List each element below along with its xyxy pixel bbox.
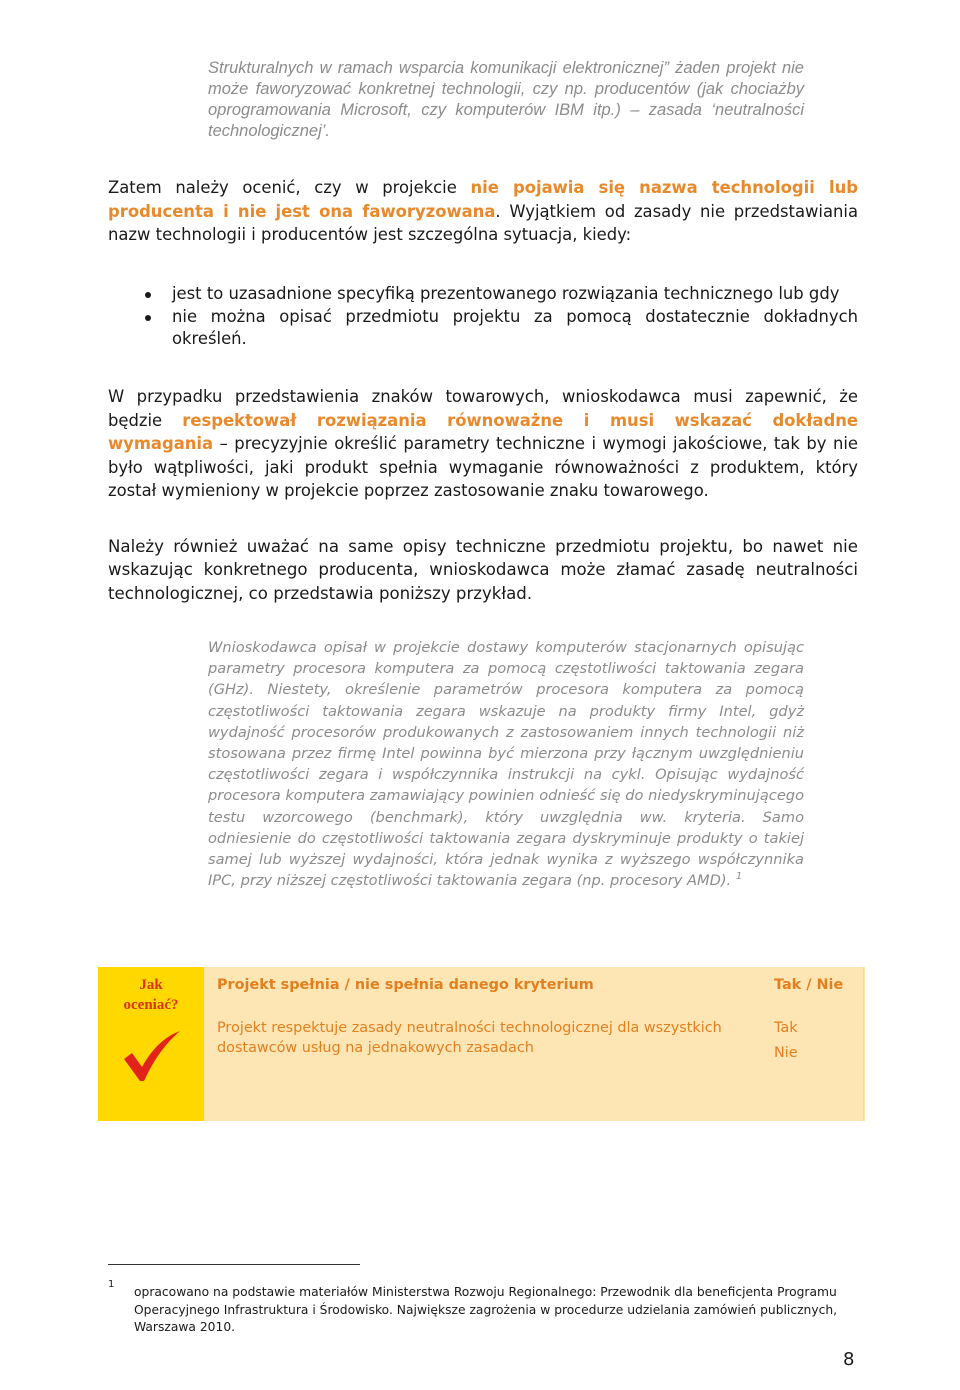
list-item: nie można opisać przedmiotu projektu za pomocą dostatecznie dokładnych określeń. xyxy=(108,306,858,351)
exception-list xyxy=(108,283,858,351)
answer-yes: Tak xyxy=(774,1020,798,1036)
how-to-assess-label xyxy=(98,975,204,1015)
example-quote xyxy=(208,637,804,891)
page-number: 8 xyxy=(843,1349,855,1370)
footnote-text: opracowano na podstawie materiałów Ministerstwa Rozwoju Regionalnego: Przewodnik dla beneficjenta Programu Operacyjnego Infrastruktura i Środowisko. Największe zagrożenia w procedurze udzielania zamówień publicznych, Warszawa 2010. xyxy=(134,1285,838,1334)
paragraph-trademarks xyxy=(108,385,858,503)
column-divider xyxy=(863,967,864,1121)
highlight-text: respektował rozwiązania równoważne i musi wskazać dokładne wymagania xyxy=(108,410,858,453)
quote-neutrality: Strukturalnych w ramach wsparcia komunikacji elektronicznej” żaden projekt nie może faworyzować konkretnej technologii, czy np. producentów (jak chociażby oprogramowania Microsoft, czy komputerów IBM itp.) – zasada ‘neutralności technologicznej’. xyxy=(208,59,804,140)
list-item: jest to uzasadnione specyfiką prezentowanego rozwiązania technicznego lub gdy xyxy=(108,283,858,306)
highlight-text: nie pojawia się nazwa technologii lub producenta i nie jest ona faworyzowana xyxy=(108,178,858,221)
assessment-box xyxy=(98,967,865,1121)
paragraph-text: – precyzyjnie określić parametry techniczne i wymogi jakościowe, tak by nie było wątpliwości, jaki produkt spełnia wymaganie równoważności z produktem, który został wymieniony w projekcie poprzez zastosowanie znaku towarowego. xyxy=(108,434,858,500)
paragraph-text: Zatem należy ocenić, czy w projekcie xyxy=(108,178,471,197)
checkmark-icon xyxy=(120,1029,182,1083)
footnote-separator xyxy=(108,1264,360,1265)
criterion-header: Projekt spełnia / nie spełnia danego kryterium xyxy=(217,977,594,993)
answer-header: Tak / Nie xyxy=(774,977,844,993)
how-label-line: Jak xyxy=(139,977,163,993)
criterion-description: Projekt respektuje zasady neutralności technologicznej dla wszystkich dostawców usług na jednakowych zasadach xyxy=(217,1020,722,1056)
footnote-reference[interactable]: 1 xyxy=(735,871,743,883)
how-label-line: oceniać? xyxy=(123,997,179,1013)
example-text: Wnioskodawca opisał w projekcie dostawy komputerów stacjonarnych opisując parametry procesora komputera za pomocą częstotliwości taktowania zegara (GHz). Niestety, określenie parametrów procesora komputera za pomocą częstotliwości taktowania zegara wskazuje na produkty firmy Intel, gdyż wydajność procesorów produkowanych z zastosowaniem innych technologii niż stosowana przez firmę Intel powinna być mierzona przy łącznym uwzględnieniu częstotliwości zegara i współczynnika instrukcji na cykl. Opisując wydajność procesora komputera zamawiający powinien odnieść się do niedyskryminującego testu wzorcowego (benchmark), który uwzględnia ww. kryteria. Samo odniesienie do częstotliwości taktowania zegara dyskryminuje produkty o takiej samej lub wyższej wydajności, która jednak wynika z wyższego współczynnika IPC, przy niższej częstotliwości taktowania zegara (np. procesory AMD). xyxy=(208,639,804,890)
paragraph-text: . Wyjątkiem od zasady nie przedstawiania nazw technologii i producentów jest szczególna sytuacja, kiedy: xyxy=(108,201,858,244)
paragraph-technical-descriptions: Należy również uważać na same opisy techniczne przedmiotu projektu, bo nawet nie wskazując konkretnego producenta, wnioskodawca może złamać zasadę neutralności technologicznej, co przedstawia poniższy przykład. xyxy=(108,537,858,603)
paragraph-text: W przypadku przedstawienia znaków towarowych, wnioskodawca musi zapewnić, że będzie xyxy=(108,387,858,430)
footnote-number: 1 xyxy=(108,1279,115,1290)
answer-no: Nie xyxy=(774,1045,798,1061)
paragraph-assessment xyxy=(108,176,858,247)
